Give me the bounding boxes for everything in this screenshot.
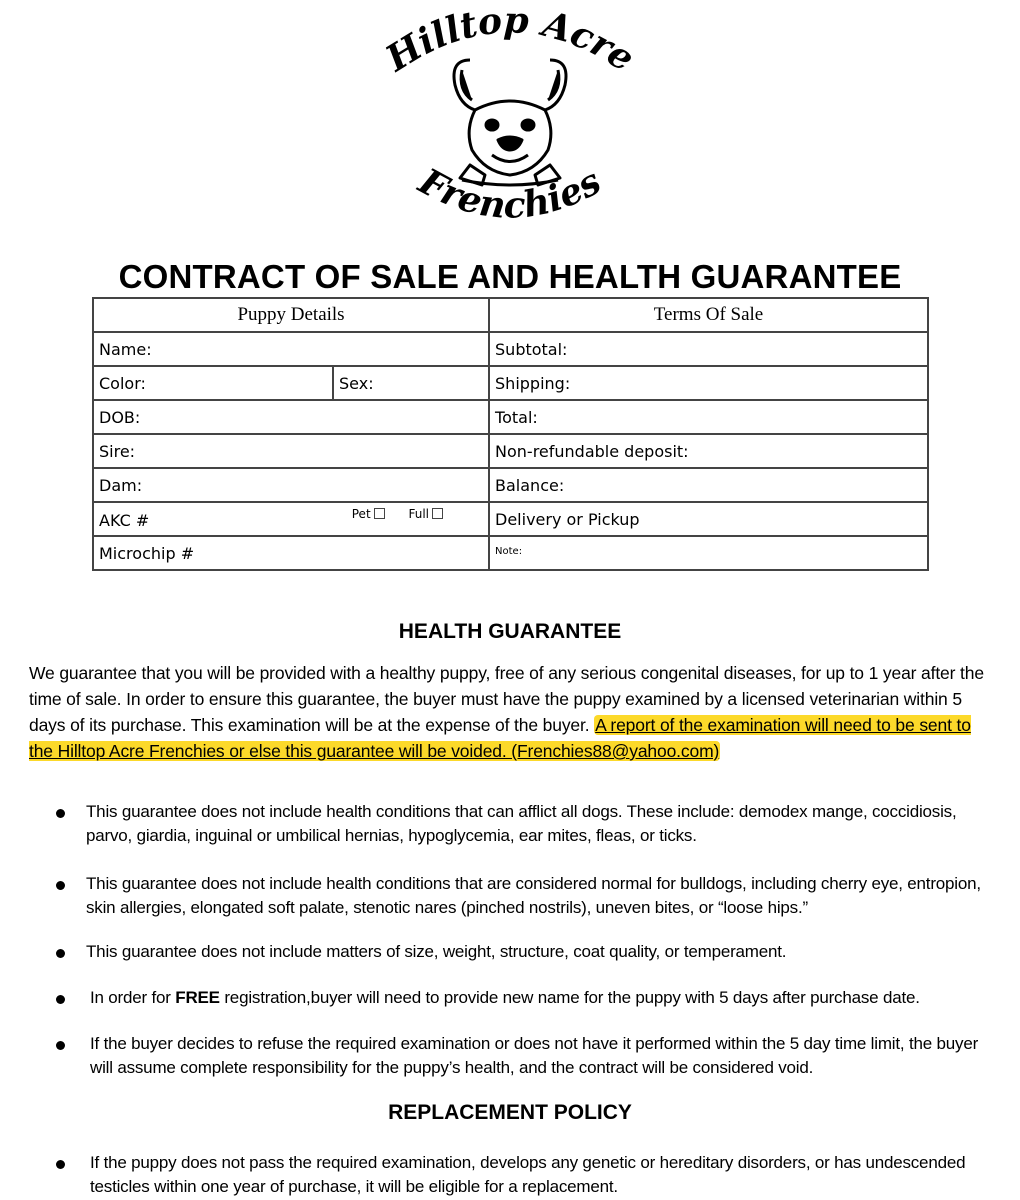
terms-of-sale-header: Terms Of Sale [489, 298, 928, 332]
logo-top-text: Hilltop Acre [380, 0, 640, 80]
highlighted-notice: A report of the examination will need to be sent to the Hilltop Acre Frenchies or else this guarantee will be voided. (Frenchies88@yahoo.com) [29, 715, 971, 761]
full-checkbox[interactable] [432, 508, 443, 519]
table-row [93, 332, 928, 366]
sex-field[interactable]: Sex: [333, 366, 489, 400]
bullet-icon [56, 881, 65, 890]
health-guarantee-heading: HEALTH GUARANTEE [398, 620, 622, 643]
health-guarantee-intro [29, 660, 989, 764]
brand-logo [380, 0, 640, 250]
bullet-icon [56, 809, 65, 818]
shipping-field[interactable]: Shipping: [489, 366, 928, 400]
microchip-field[interactable]: Microchip # [93, 536, 489, 570]
table-row [93, 468, 928, 502]
dob-field[interactable]: DOB: [93, 400, 489, 434]
svg-text:Hilltop Acre [380, 0, 640, 80]
pet-label: Pet [351, 507, 371, 521]
table-row [93, 400, 928, 434]
table-row [93, 502, 928, 536]
contract-table [92, 297, 929, 571]
replacement-policy-heading: REPLACEMENT POLICY [388, 1101, 632, 1124]
color-field[interactable]: Color: [93, 366, 333, 400]
svg-text:Frenchies [411, 160, 608, 227]
intro-text: We guarantee that you will be provided with a healthy puppy, free of any serious congenital diseases, for up to 1 year after the time of sale. In order to ensure this guarantee, the buyer must have the puppy examined by a licensed veterinarian within 5 days of its purchase. This examination will be at the expense of the buyer. [29, 663, 984, 735]
table-row [93, 434, 928, 468]
table-header-row [93, 298, 928, 332]
puppy-details-header: Puppy Details [93, 298, 489, 332]
pet-checkbox[interactable] [374, 508, 385, 519]
subtotal-field[interactable]: Subtotal: [489, 332, 928, 366]
french-bulldog-icon [454, 60, 566, 185]
balance-field[interactable]: Balance: [489, 468, 928, 502]
bullet-icon [56, 1160, 65, 1169]
logo-bottom-text: Frenchies [412, 160, 608, 227]
dam-field[interactable]: Dam: [93, 468, 489, 502]
note-field[interactable] [489, 536, 928, 570]
bullet-icon [56, 1041, 65, 1050]
page-title: CONTRACT OF SALE AND HEALTH GUARANTEE [118, 258, 902, 295]
note-label: Note: [495, 546, 523, 557]
sire-field[interactable]: Sire: [93, 434, 489, 468]
bullet-icon [56, 995, 65, 1004]
table-row [93, 366, 928, 400]
total-field[interactable]: Total: [489, 400, 928, 434]
akc-label: AKC # [99, 511, 150, 530]
registration-type-options [352, 489, 443, 521]
full-label: Full [408, 507, 430, 521]
name-field[interactable]: Name: [93, 332, 489, 366]
table-row [93, 536, 928, 570]
akc-field[interactable] [93, 502, 489, 536]
deposit-field[interactable]: Non-refundable deposit: [489, 434, 928, 468]
bullet-icon [56, 949, 65, 958]
free-emphasis: FREE [175, 988, 220, 1007]
delivery-field[interactable]: Delivery or Pickup [489, 502, 928, 536]
